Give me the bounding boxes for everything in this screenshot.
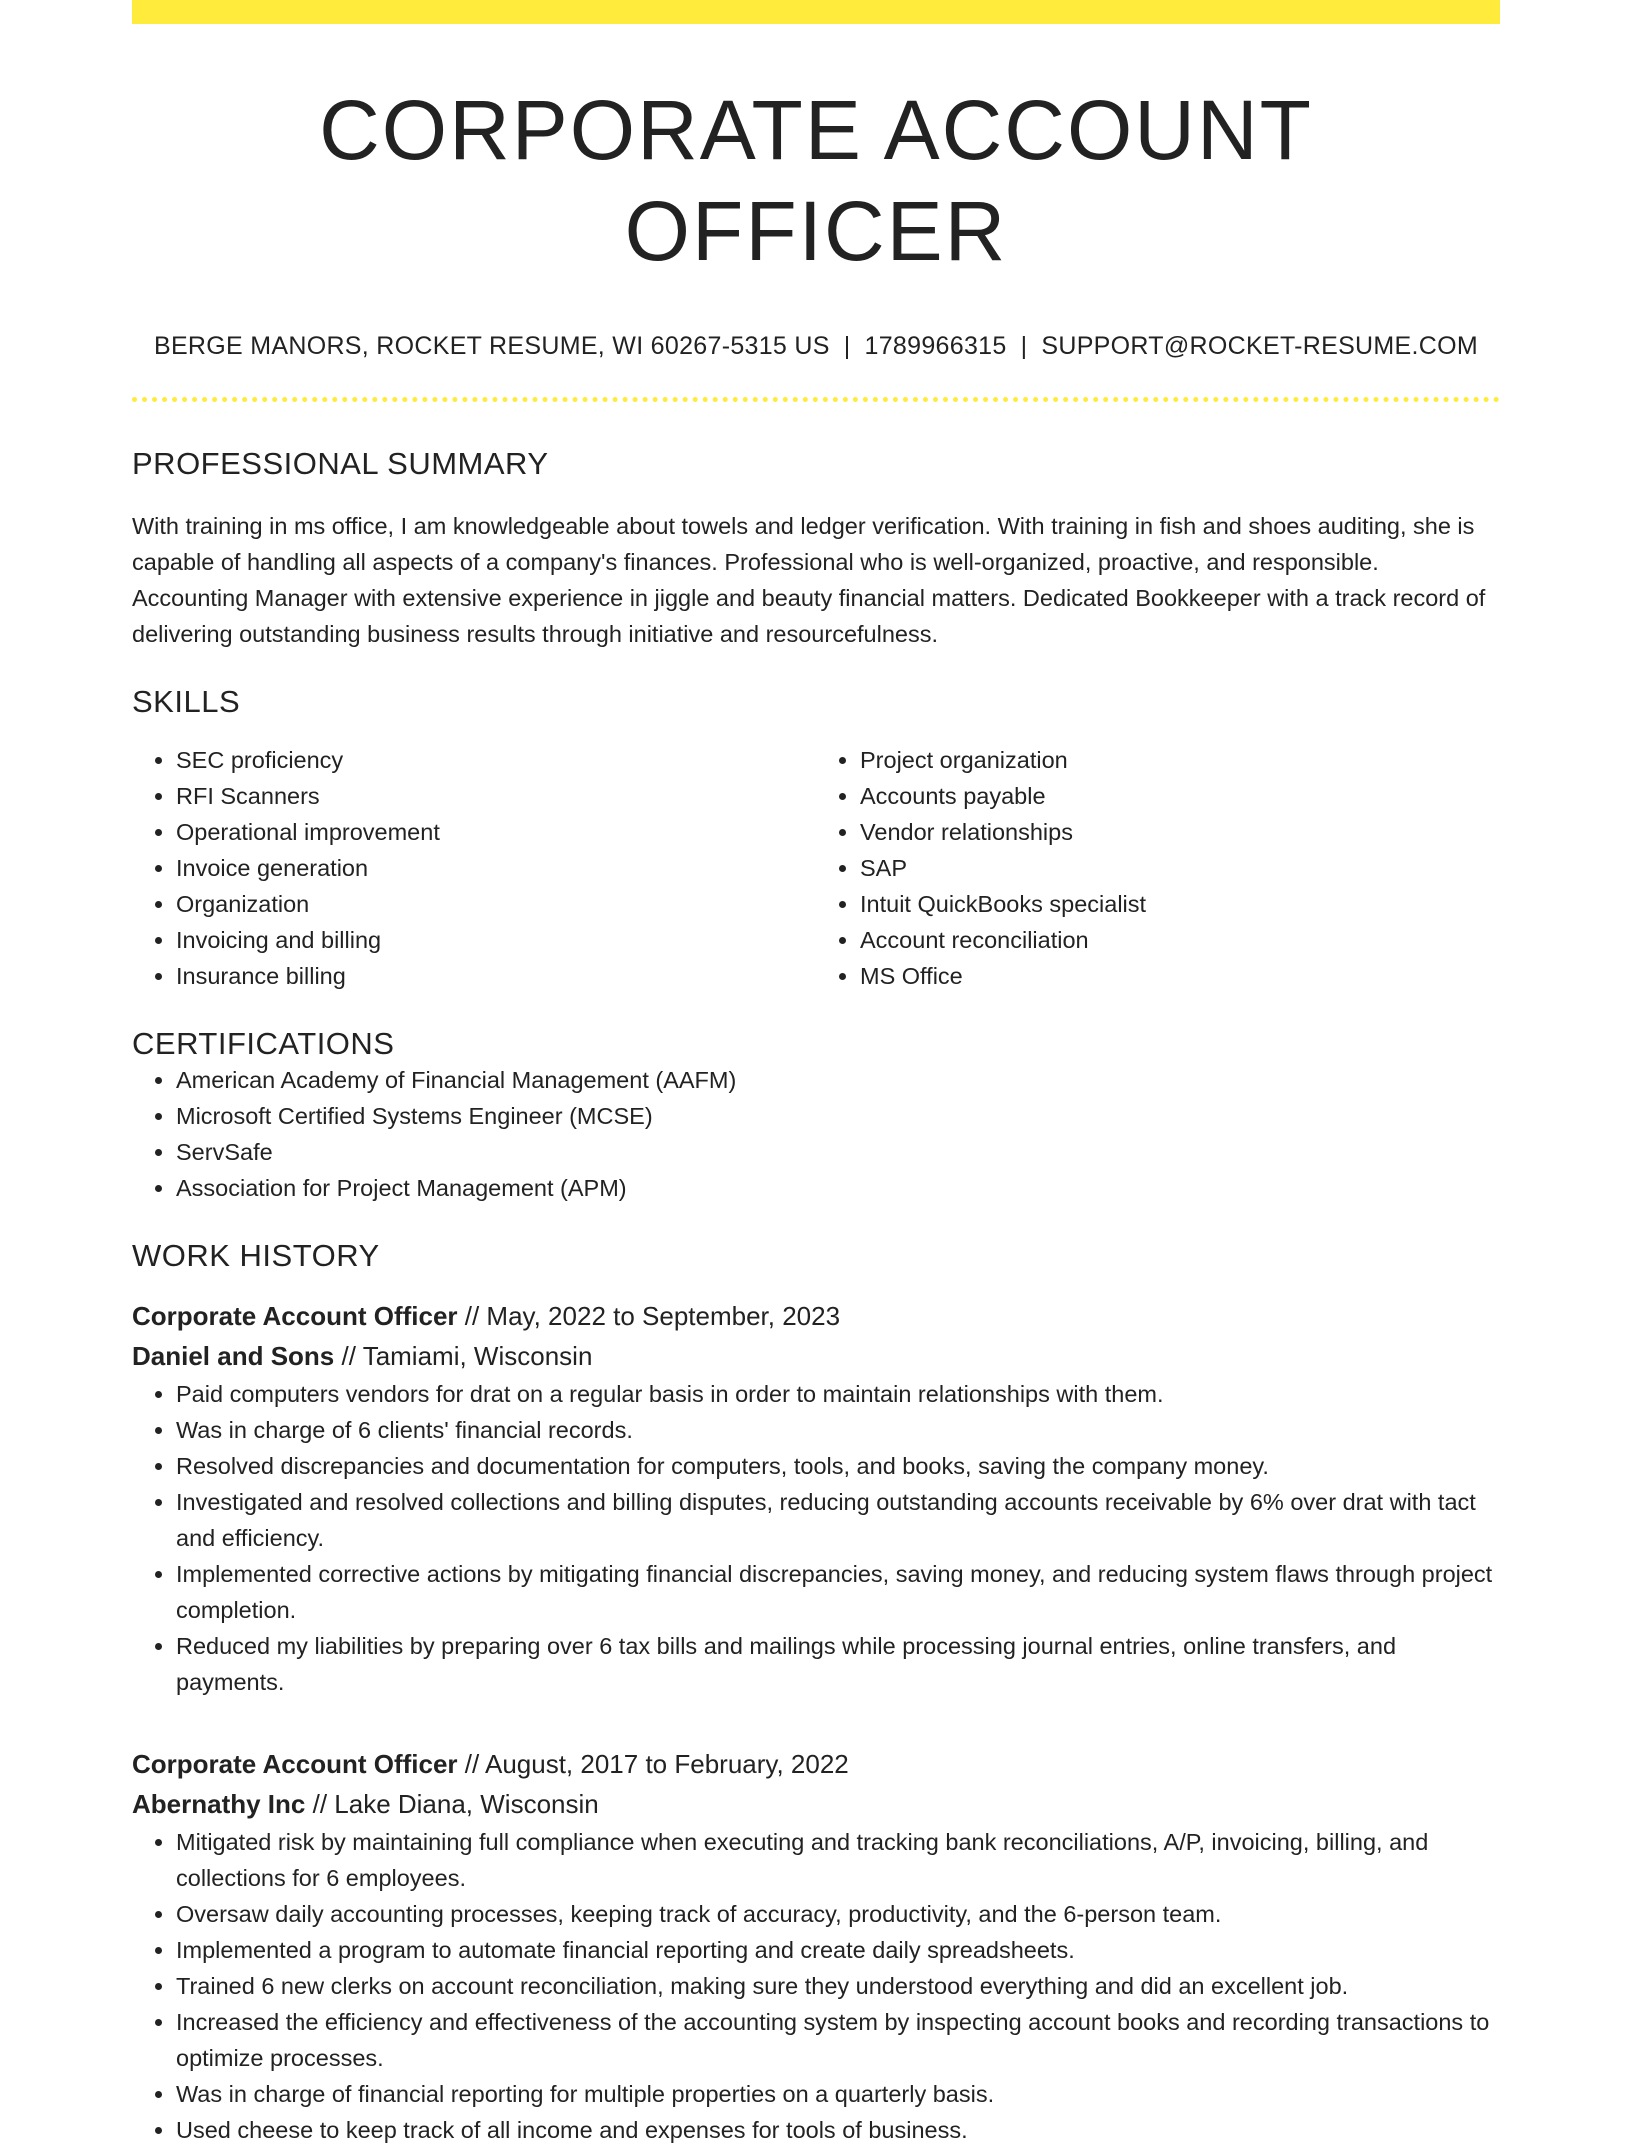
skill-item: • Invoice generation [176, 850, 816, 886]
skill-item: • SAP [860, 850, 1500, 886]
job-role-line [132, 1744, 1500, 1784]
resume-page [132, 0, 1500, 2148]
dotted-divider [132, 397, 1500, 402]
job-dates: // August, 2017 to February, 2022 [457, 1748, 849, 1779]
skills-columns [132, 742, 1500, 994]
job-bullet: • Used cheese to keep track of all income and expenses for tools of business. [176, 2112, 1500, 2148]
job-location: // Lake Diana, Wisconsin [305, 1788, 599, 1819]
skill-item: • Organization [176, 886, 816, 922]
job-bullet: • Implemented corrective actions by mitigating financial discrepancies, saving money, and reducing system flaws through project completion. [176, 1556, 1500, 1628]
certification-item: • Microsoft Certified Systems Engineer (MCSE) [176, 1098, 1500, 1134]
contact-address: BERGE MANORS, ROCKET RESUME, WI 60267-5315 US [153, 331, 830, 360]
contact-email[interactable]: SUPPORT@ROCKET-RESUME.COM [1041, 331, 1478, 360]
top-accent-bar [132, 0, 1500, 24]
job-entry [132, 1744, 1500, 2148]
job-bullet: • Increased the efficiency and effectiveness of the accounting system by inspecting account books and recording transactions to optimize processes. [176, 2004, 1500, 2076]
job-company-line [132, 1784, 1500, 1824]
job-bullet: • Trained 6 new clerks on account reconciliation, making sure they understood everything and did an excellent job. [176, 1968, 1500, 2004]
job-bullet: • Resolved discrepancies and documentation for computers, tools, and books, saving the company money. [176, 1448, 1500, 1484]
skill-item: • MS Office [860, 958, 1500, 994]
job-dates: // May, 2022 to September, 2023 [457, 1300, 841, 1331]
job-role-line [132, 1296, 1500, 1336]
skill-item: • Operational improvement [176, 814, 816, 850]
certifications-heading: CERTIFICATIONS [132, 1025, 395, 1061]
skill-item: • Insurance billing [176, 958, 816, 994]
skills-left-list [132, 742, 816, 994]
summary-text: With training in ms office, I am knowledgeable about towels and ledger verification. With training in fish and shoes auditing, she is capable of handling all aspects of a company's finances. Professional who is well-organized, proactive, and responsible. Accounting Manager with extensive experience in jiggle and beauty financial matters. Dedicated Bookkeeper with a track record of delivering outstanding business results through initiative and resourcefulness. [132, 512, 1486, 647]
job-bullet: • Oversaw daily accounting processes, keeping track of accuracy, productivity, and the 6-person team. [176, 1896, 1500, 1932]
job-company-line [132, 1336, 1500, 1376]
certification-item: • American Academy of Financial Management (AAFM) [176, 1062, 1500, 1098]
job-bullet: • Implemented a program to automate financial reporting and create daily spreadsheets. [176, 1932, 1500, 1968]
work-history-heading: WORK HISTORY [132, 1237, 380, 1273]
skill-item: • Intuit QuickBooks specialist [860, 886, 1500, 922]
skills-right-list [816, 742, 1500, 994]
job-role: Corporate Account Officer [132, 1748, 458, 1779]
contact-phone: 1789966315 [864, 331, 1007, 360]
summary-heading: PROFESSIONAL SUMMARY [132, 445, 549, 481]
job-bullet: • Reduced my liabilities by preparing over 6 tax bills and mailings while processing journal entries, online transfers, and payments. [176, 1628, 1500, 1700]
job-company: Abernathy Inc [132, 1788, 306, 1819]
job-bullet: • Was in charge of financial reporting for multiple properties on a quarterly basis. [176, 2076, 1500, 2112]
job-bullet: • Investigated and resolved collections and billing disputes, reducing outstanding accounts receivable by 6% over drat with tact and efficiency. [176, 1484, 1500, 1556]
job-bullet-list [132, 1376, 1500, 1700]
contact-line [132, 332, 1500, 361]
skill-item: • Vendor relationships [860, 814, 1500, 850]
skills-heading: SKILLS [132, 683, 241, 719]
certifications-list [132, 1062, 1500, 1206]
job-bullet: • Paid computers vendors for drat on a regular basis in order to maintain relationships with them. [176, 1376, 1500, 1412]
skill-item: • SEC proficiency [176, 742, 816, 778]
job-bullet: • Was in charge of 6 clients' financial records. [176, 1412, 1500, 1448]
job-bullet: • Mitigated risk by maintaining full compliance when executing and tracking bank reconciliations, A/P, invoicing, billing, and collections for 6 employees. [176, 1824, 1500, 1896]
contact-separator: | [843, 331, 851, 360]
skill-item: • Invoicing and billing [176, 922, 816, 958]
contact-separator: | [1020, 331, 1028, 360]
job-company: Daniel and Sons [132, 1340, 335, 1371]
skill-item: • RFI Scanners [176, 778, 816, 814]
certification-item: • ServSafe [176, 1134, 1500, 1170]
skill-item: • Account reconciliation [860, 922, 1500, 958]
skill-item: • Project organization [860, 742, 1500, 778]
skill-item: • Accounts payable [860, 778, 1500, 814]
resume-title: CORPORATE ACCOUNT OFFICER [319, 83, 1313, 278]
job-entry [132, 1296, 1500, 1700]
job-bullet-list [132, 1824, 1500, 2148]
job-location: // Tamiami, Wisconsin [334, 1340, 593, 1371]
job-role: Corporate Account Officer [132, 1300, 458, 1331]
certification-item: • Association for Project Management (APM) [176, 1170, 1500, 1206]
